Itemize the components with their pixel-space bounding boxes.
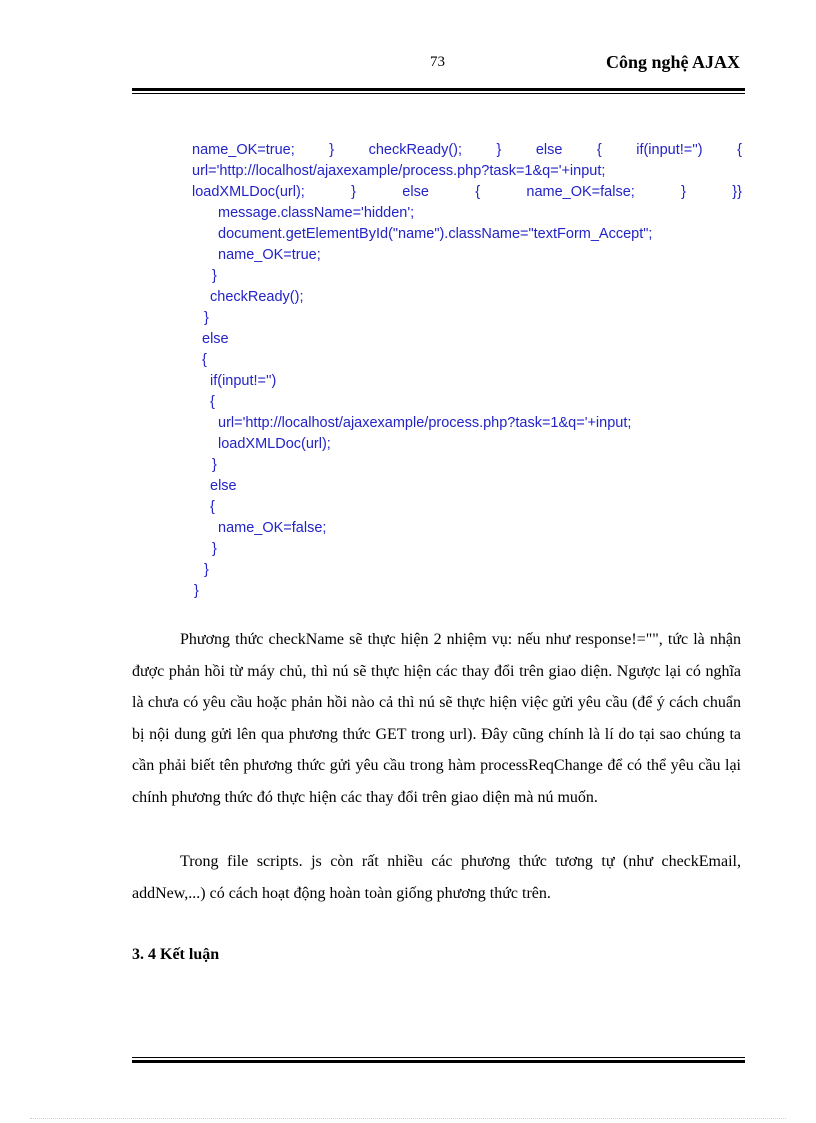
- code-line: }: [204, 310, 209, 326]
- code-token: }: [329, 142, 335, 158]
- code-token: if(input!=''): [636, 142, 703, 158]
- code-token: url='http://localhost/ajaxexample/process.php?task=1&q='+input;: [192, 163, 606, 179]
- code-line: name_OK=false;: [218, 520, 327, 536]
- code-line: }: [204, 562, 209, 578]
- body-paragraph: Trong file scripts. js còn rất nhiều các phương thức tương tự (như checkEmail, addNew,...) có cách hoạt động hoàn toàn giống phương thức trên.: [132, 853, 741, 902]
- code-token: }: [681, 184, 686, 200]
- footer-rule: [132, 1057, 745, 1063]
- body-paragraph: Phương thức checkName sẽ thực hiện 2 nhiệm vụ: nếu như response!="", tức là nhận được phản hồi từ máy chủ, thì nú sẽ thực hiện các thay đổi trên giao diện. Ngược lại có nghĩa là chưa có yêu cầu hoặc phản hồi nào cả thì nú sẽ thực hiện việc gửi yêu cầu (để ý cách chuẩn bị nội dung gửi lên qua phương thức GET trong url). Đây cũng chính là lí do tại sao chúng ta cần phải biết tên phương thức gửi yêu cầu trong hàm processReqChange để có thể yêu cầu lại chính phương thức đó thực hiện các thay đổi trên giao diện mà nú muốn.: [132, 631, 741, 806]
- code-line: [192, 182, 742, 203]
- code-line: }: [212, 457, 217, 473]
- section-heading: 3. 4 Kết luận: [132, 946, 220, 963]
- code-line: name_OK=true;: [218, 247, 321, 263]
- code-line: }: [212, 541, 217, 557]
- code-token: }}: [732, 184, 742, 200]
- code-line: {: [210, 394, 215, 410]
- code-line: else: [210, 478, 237, 494]
- code-line: }: [194, 583, 199, 599]
- page-number: 73: [430, 54, 445, 70]
- code-token: {: [596, 142, 602, 158]
- header-rule: [132, 88, 745, 94]
- code-line: else: [202, 331, 229, 347]
- code-token: else: [535, 142, 563, 158]
- code-line: loadXMLDoc(url);: [218, 436, 331, 452]
- code-token: name_OK=false;: [526, 184, 635, 200]
- code-line: {: [210, 499, 215, 515]
- code-token: }: [496, 142, 502, 158]
- code-block: [192, 140, 742, 602]
- code-token: }: [351, 184, 356, 200]
- page-edge-divider: [30, 1118, 786, 1119]
- code-line: message.className='hidden';: [218, 205, 415, 221]
- code-token: {: [475, 184, 481, 200]
- code-line: if(input!=''): [210, 373, 277, 389]
- code-line: }: [212, 268, 217, 284]
- code-token: name_OK=true;: [192, 142, 295, 158]
- code-token: loadXMLDoc(url);: [192, 184, 305, 200]
- code-line: [192, 140, 742, 161]
- code-line: checkReady();: [210, 289, 304, 305]
- code-token: else: [402, 184, 429, 200]
- code-line: url='http://localhost/ajaxexample/process.php?task=1&q='+input;: [218, 415, 632, 431]
- code-token: checkReady();: [368, 142, 463, 158]
- code-line: document.getElementById("name").className="textForm_Accept";: [218, 226, 653, 242]
- code-token: {: [737, 142, 742, 158]
- document-title: Công nghệ AJAX: [605, 52, 740, 72]
- code-line: {: [202, 352, 207, 368]
- code-line: [192, 161, 742, 182]
